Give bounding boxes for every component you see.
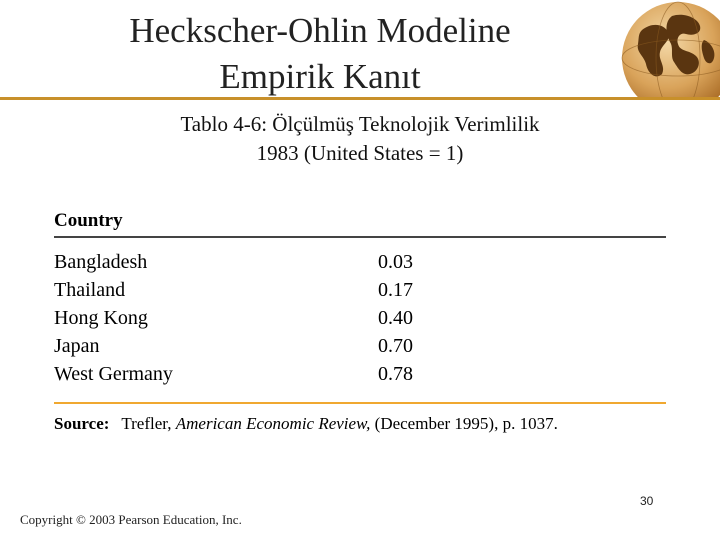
caption-line-2: 1983 (United States = 1): [256, 141, 464, 165]
title-divider: [0, 97, 720, 100]
page-number: 30: [640, 494, 654, 508]
value-cell: 0.03: [378, 251, 413, 273]
country-cell: West Germany: [54, 363, 173, 385]
caption-lead: Tablo 4-6: [180, 112, 262, 136]
table-caption: [100, 110, 620, 168]
slide-title: [60, 8, 580, 100]
footer-rule: [54, 402, 666, 404]
table-header-country: Country: [54, 210, 123, 231]
caption-rest: : Ölçülmüş Teknolojik Verimlilik: [261, 112, 540, 136]
country-cell: Bangladesh: [54, 251, 148, 273]
table-source: [54, 412, 666, 436]
source-author: Trefler,: [121, 414, 172, 433]
table-row: [54, 332, 666, 360]
table-row: [54, 360, 666, 388]
globe-icon: [612, 0, 720, 97]
country-cell: Japan: [54, 335, 100, 357]
title-line-1: Heckscher-Ohlin Modeline: [129, 11, 511, 50]
table-row: [54, 248, 666, 276]
country-cell: Thailand: [54, 279, 126, 301]
table-row: [54, 304, 666, 332]
value-cell: 0.40: [378, 307, 413, 329]
source-label: Source:: [54, 414, 110, 433]
table-row: [54, 276, 666, 304]
value-cell: 0.70: [378, 335, 413, 357]
country-cell: Hong Kong: [54, 307, 148, 329]
source-journal: American Economic Review,: [175, 414, 371, 433]
copyright-notice: Copyright © 2003 Pearson Education, Inc.: [20, 512, 242, 527]
caption-line-1: [100, 110, 620, 139]
title-line-2: Empirik Kanıt: [219, 57, 421, 96]
value-cell: 0.78: [378, 363, 413, 385]
source-rest: (December 1995), p. 1037.: [374, 414, 558, 433]
table-body: [54, 238, 666, 402]
value-cell: 0.17: [378, 279, 413, 301]
productivity-table: [54, 208, 666, 436]
